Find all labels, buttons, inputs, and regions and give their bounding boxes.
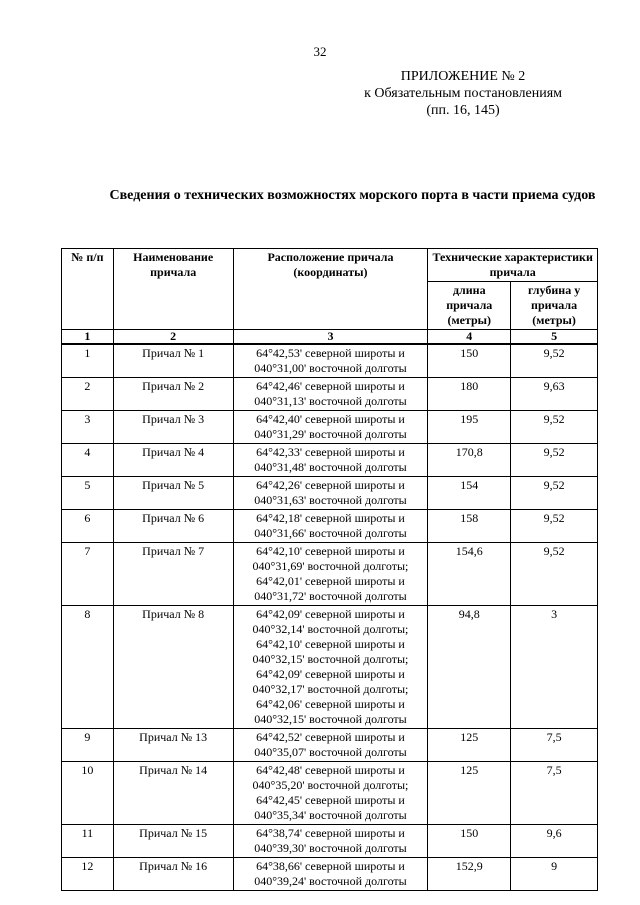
header-num: № п/п: [62, 249, 114, 330]
berth-name: Причал № 6: [113, 510, 233, 543]
berth-depth: 9,52: [511, 444, 598, 477]
berth-depth: 9,52: [511, 344, 598, 378]
coordinate-line: 040°32,14' восточной долготы;: [252, 622, 409, 636]
berth-coordinates: [233, 543, 428, 606]
coordinate-line: 64°42,01' северной широты и: [256, 574, 405, 588]
header-length: длина причала (метры): [428, 282, 511, 330]
berth-coordinates: [233, 858, 428, 891]
table-row: [62, 378, 598, 411]
coordinate-line: 64°42,53' северной широты и: [256, 346, 405, 360]
row-number: 12: [62, 858, 114, 891]
row-number: 1: [62, 344, 114, 378]
coordinate-line: 040°32,17' восточной долготы;: [252, 682, 409, 696]
berth-coordinates: [233, 729, 428, 762]
coordinate-line: 64°42,10' северной широты и: [256, 544, 405, 558]
berth-length: 152,9: [428, 858, 511, 891]
berth-length: 94,8: [428, 606, 511, 729]
coordinate-line: 64°42,48' северной широты и: [256, 763, 405, 777]
berth-length: 195: [428, 411, 511, 444]
berth-length: 154: [428, 477, 511, 510]
coordinate-line: 64°42,45' северной широты и: [256, 793, 405, 807]
berth-name: Причал № 8: [113, 606, 233, 729]
appendix-title: ПРИЛОЖЕНИЕ № 2: [400, 69, 526, 84]
coordinate-line: 64°42,09' северной широты и: [256, 667, 405, 681]
berth-length: 150: [428, 825, 511, 858]
berth-name: Причал № 14: [113, 762, 233, 825]
row-number: 11: [62, 825, 114, 858]
row-number: 9: [62, 729, 114, 762]
table-body: [62, 344, 598, 891]
berth-length: 125: [428, 762, 511, 825]
coordinate-line: 040°35,07' восточной долготы: [254, 745, 407, 759]
berth-coordinates: [233, 606, 428, 729]
table-row: [62, 543, 598, 606]
berth-name: Причал № 2: [113, 378, 233, 411]
row-number: 3: [62, 411, 114, 444]
berth-depth: 9,63: [511, 378, 598, 411]
coordinate-line: 040°32,15' восточной долготы;: [252, 652, 409, 666]
berth-name: Причал № 16: [113, 858, 233, 891]
coordinate-line: 64°42,40' северной широты и: [256, 412, 405, 426]
berth-coordinates: [233, 762, 428, 825]
coordinate-line: 040°31,66' восточной долготы: [254, 526, 407, 540]
berth-name: Причал № 4: [113, 444, 233, 477]
appendix-header: [364, 68, 562, 119]
berth-depth: 9,52: [511, 510, 598, 543]
berth-coordinates: [233, 444, 428, 477]
coordinate-line: 040°31,48' восточной долготы: [254, 460, 407, 474]
header-tech: Технические характеристики причала: [428, 249, 598, 282]
berth-depth: 7,5: [511, 729, 598, 762]
row-number: 8: [62, 606, 114, 729]
table-row: [62, 477, 598, 510]
berth-coordinates: [233, 477, 428, 510]
berth-depth: 9,6: [511, 825, 598, 858]
row-number: 7: [62, 543, 114, 606]
header-depth: глубина у причала (метры): [511, 282, 598, 330]
column-index: 3: [233, 330, 428, 345]
coordinate-line: 64°42,06' северной широты и: [256, 697, 405, 711]
coordinate-line: 040°35,34' восточной долготы: [254, 808, 407, 822]
coordinate-line: 64°38,74' северной широты и: [256, 826, 405, 840]
coordinate-line: 040°32,15' восточной долготы: [254, 712, 407, 726]
berth-length: 154,6: [428, 543, 511, 606]
table-row: [62, 411, 598, 444]
berth-name: Причал № 13: [113, 729, 233, 762]
coordinate-line: 64°42,09' северной широты и: [256, 607, 405, 621]
table-row: [62, 510, 598, 543]
coordinate-line: 040°31,13' восточной долготы: [254, 394, 407, 408]
berths-table: [61, 248, 598, 891]
row-number: 10: [62, 762, 114, 825]
coordinate-line: 64°42,26' северной широты и: [256, 478, 405, 492]
table-row: [62, 729, 598, 762]
table-row: [62, 825, 598, 858]
coordinate-line: 64°42,46' северной широты и: [256, 379, 405, 393]
berth-depth: 9,52: [511, 543, 598, 606]
page-number: 32: [313, 44, 327, 59]
berth-depth: 9,52: [511, 477, 598, 510]
row-number: 5: [62, 477, 114, 510]
berth-name: Причал № 3: [113, 411, 233, 444]
berth-length: 170,8: [428, 444, 511, 477]
coordinate-line: 64°38,66' северной широты и: [256, 859, 405, 873]
berth-coordinates: [233, 510, 428, 543]
berth-depth: 7,5: [511, 762, 598, 825]
berth-length: 180: [428, 378, 511, 411]
coordinate-line: 64°42,18' северной широты и: [256, 511, 405, 525]
berth-name: Причал № 7: [113, 543, 233, 606]
berth-coordinates: [233, 825, 428, 858]
coordinate-line: 040°39,24' восточной долготы: [254, 874, 407, 888]
column-index: 1: [62, 330, 114, 345]
coordinate-line: 040°31,63' восточной долготы: [254, 493, 407, 507]
coordinate-line: 040°35,20' восточной долготы;: [252, 778, 409, 792]
appendix-reference: к Обязательным постановлениям: [364, 86, 562, 101]
berth-length: 125: [428, 729, 511, 762]
header-name: Наименование причала: [113, 249, 233, 330]
coordinate-line: 040°31,69' восточной долготы;: [252, 559, 409, 573]
berth-depth: 9: [511, 858, 598, 891]
coordinate-line: 64°42,10' северной широты и: [256, 637, 405, 651]
document-title: Сведения о технических возможностях морского порта в части приема судов: [109, 188, 596, 203]
berth-depth: 3: [511, 606, 598, 729]
column-index: 4: [428, 330, 511, 345]
coordinate-line: 040°31,00' восточной долготы: [254, 361, 407, 375]
berth-name: Причал № 5: [113, 477, 233, 510]
table-row: [62, 606, 598, 729]
berth-coordinates: [233, 411, 428, 444]
berth-coordinates: [233, 344, 428, 378]
appendix-clauses: (пп. 16, 145): [426, 103, 500, 118]
coordinate-line: 040°31,72' восточной долготы: [254, 589, 407, 603]
berth-coordinates: [233, 378, 428, 411]
coordinate-line: 64°42,33' северной широты и: [256, 445, 405, 459]
coordinate-line: 64°42,52' северной широты и: [256, 730, 405, 744]
berth-length: 158: [428, 510, 511, 543]
coordinate-line: 040°31,29' восточной долготы: [254, 427, 407, 441]
table-row: [62, 762, 598, 825]
berth-depth: 9,52: [511, 411, 598, 444]
column-index: 5: [511, 330, 598, 345]
row-number: 2: [62, 378, 114, 411]
berth-length: 150: [428, 344, 511, 378]
row-number: 6: [62, 510, 114, 543]
header-location: Расположение причала (координаты): [233, 249, 428, 330]
berth-name: Причал № 15: [113, 825, 233, 858]
coordinate-line: 040°39,30' восточной долготы: [254, 841, 407, 855]
table-row: [62, 344, 598, 378]
table-row: [62, 444, 598, 477]
table-row: [62, 858, 598, 891]
column-index: 2: [113, 330, 233, 345]
berth-name: Причал № 1: [113, 344, 233, 378]
row-number: 4: [62, 444, 114, 477]
